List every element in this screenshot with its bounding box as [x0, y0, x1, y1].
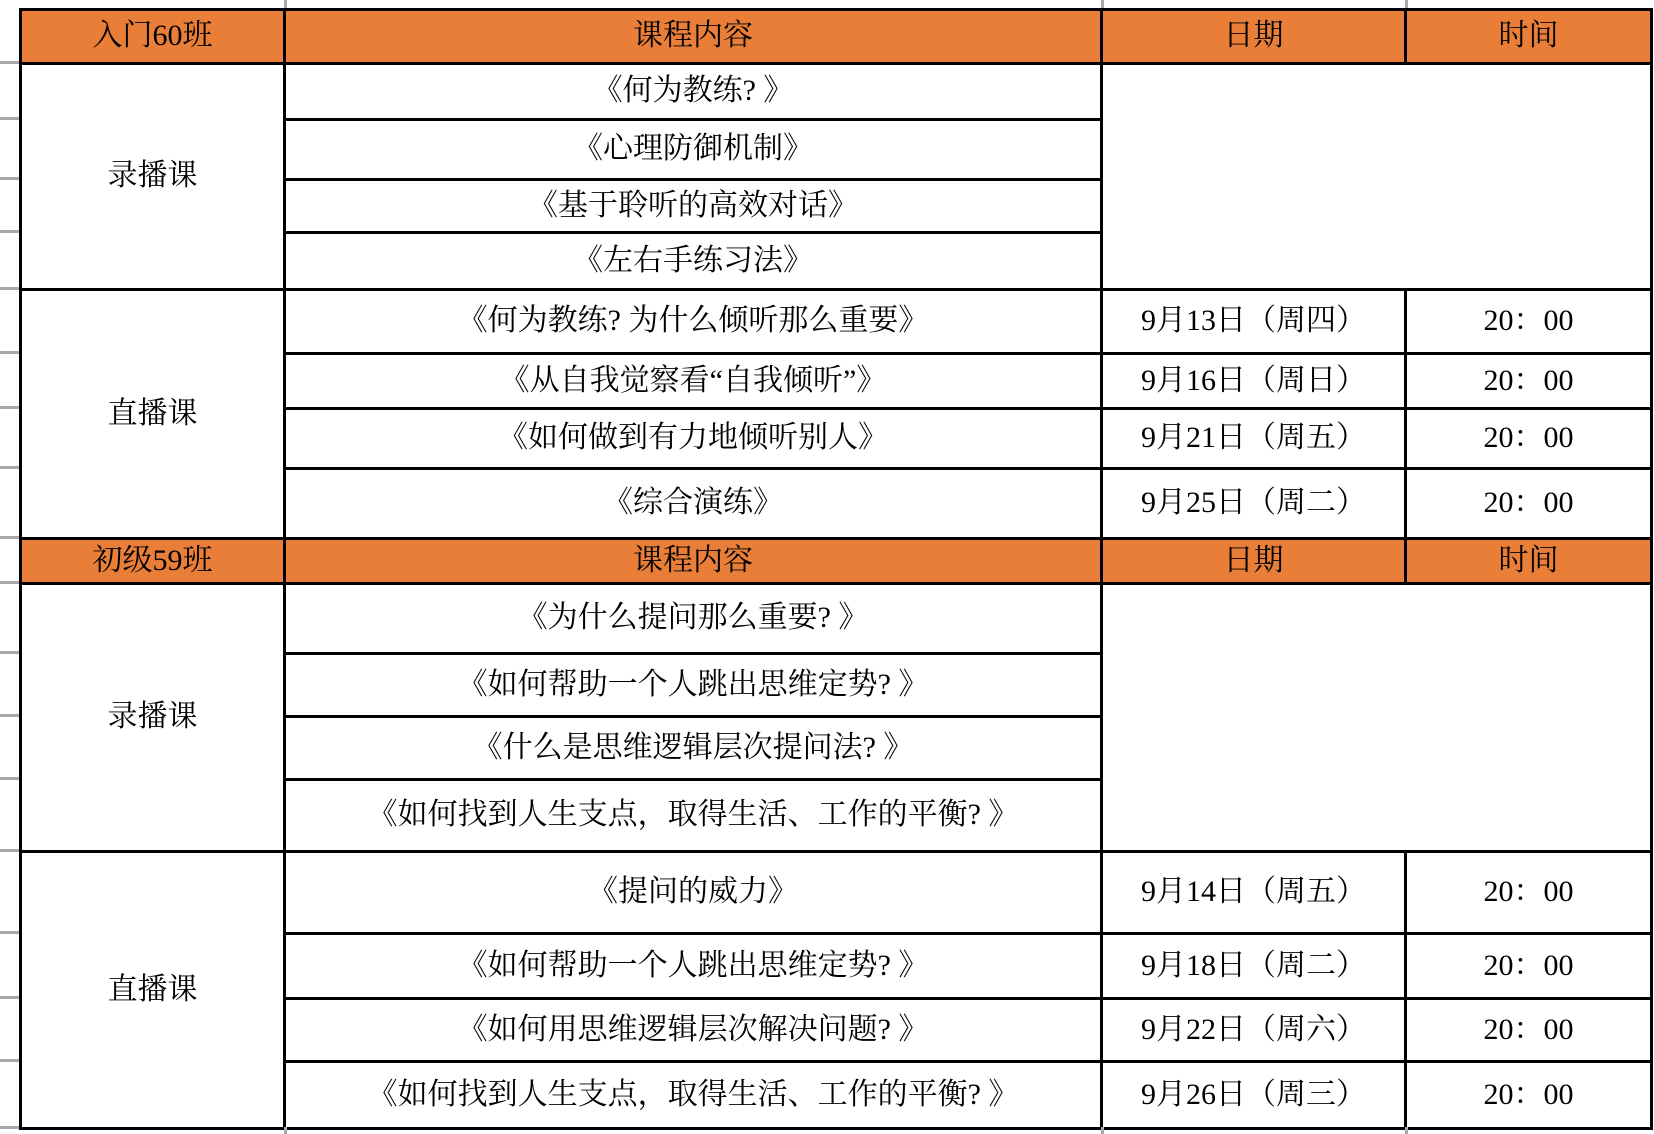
- course-title: 《何为教练? 》: [592, 74, 794, 108]
- date-cell: [1103, 410, 1407, 470]
- content-header-label: 课程内容: [633, 543, 753, 577]
- content-header-label: 课程内容: [633, 19, 753, 53]
- date-cell: [1103, 355, 1407, 410]
- time-cell: [1407, 853, 1653, 935]
- empty-datetime-merged-cell: [1103, 65, 1653, 291]
- date-header-label: 日期: [1223, 543, 1284, 577]
- course-title-cell: [286, 65, 1103, 121]
- course-title-cell: [286, 655, 1103, 718]
- gridline-stub: [0, 117, 19, 120]
- course-title: 《为什么提问那么重要? 》: [517, 601, 869, 635]
- course-title: 《如何用思维逻辑层次解决问题? 》: [457, 1012, 929, 1046]
- recorded-label-cell: [22, 585, 286, 853]
- live-label-cell: [22, 291, 286, 540]
- gridline-stub: [0, 230, 19, 233]
- time-value: 20：00: [1483, 948, 1574, 982]
- date-value: 9月21日（周五）: [1141, 421, 1366, 455]
- date-value: 9月14日（周五）: [1141, 875, 1366, 909]
- course-title-cell: [286, 470, 1103, 540]
- date-value: 9月13日（周四）: [1141, 304, 1366, 338]
- gridline-stub: [0, 849, 19, 852]
- gridline-stub: [0, 406, 19, 409]
- time-value: 20：00: [1483, 421, 1574, 455]
- live-label: 直播课: [107, 972, 198, 1006]
- time-cell: [1407, 410, 1653, 470]
- gridline-stub: [0, 177, 19, 180]
- class-header-cell: [22, 540, 286, 585]
- gridline-stub: [0, 1059, 19, 1062]
- time-header-label: 时间: [1498, 19, 1559, 53]
- date-value: 9月25日（周二）: [1141, 486, 1366, 520]
- gridline-stub: [1101, 0, 1104, 8]
- time-value: 20：00: [1483, 1077, 1574, 1111]
- gridline-stub: [0, 466, 19, 469]
- course-title: 《提问的威力》: [588, 875, 798, 909]
- class-name: 入门60班: [92, 19, 213, 53]
- gridline-stub: [0, 777, 19, 780]
- time-cell: [1407, 291, 1653, 355]
- live-label-cell: [22, 853, 286, 1130]
- course-title: 《从自我觉察看“自我倾听”》: [499, 363, 887, 397]
- gridline-stub: [0, 351, 19, 354]
- course-title: 《如何帮助一个人跳出思维定势? 》: [457, 948, 929, 982]
- recorded-label: 录播课: [107, 159, 198, 193]
- content-header-cell: [286, 11, 1103, 65]
- gridline-stub: [0, 931, 19, 934]
- gridline-stub: [1405, 1127, 1408, 1134]
- course-title-cell: [286, 181, 1103, 234]
- course-title: 《如何帮助一个人跳出思维定势? 》: [457, 667, 929, 701]
- time-value: 20：00: [1483, 304, 1574, 338]
- course-title: 《如何找到人生支点，取得生活、工作的平衡? 》: [367, 798, 1019, 832]
- gridline-stub: [0, 996, 19, 999]
- gridline-stub: [1101, 1127, 1104, 1134]
- course-title-cell: [286, 1000, 1103, 1063]
- empty-datetime-merged-cell: [1103, 585, 1653, 853]
- gridline-stub: [0, 1126, 19, 1129]
- course-title: 《如何找到人生支点，取得生活、工作的平衡? 》: [367, 1077, 1019, 1111]
- course-title-cell: [286, 585, 1103, 655]
- time-value: 20：00: [1483, 363, 1574, 397]
- live-label: 直播课: [107, 396, 198, 430]
- time-header-cell: [1407, 540, 1653, 585]
- course-title-cell: [286, 410, 1103, 470]
- time-cell: [1407, 355, 1653, 410]
- gridline-stub: [284, 1127, 287, 1134]
- gridline-stub: [0, 651, 19, 654]
- course-schedule-table: [19, 8, 1653, 1130]
- date-header-cell: [1103, 540, 1407, 585]
- date-value: 9月26日（周三）: [1141, 1077, 1366, 1111]
- date-cell: [1103, 1000, 1407, 1063]
- course-title-cell: [286, 234, 1103, 291]
- date-cell: [1103, 470, 1407, 540]
- course-title-cell: [286, 121, 1103, 181]
- course-title: 《基于聆听的高效对话》: [528, 188, 858, 222]
- course-title: 《综合演练》: [603, 486, 783, 520]
- date-value: 9月18日（周二）: [1141, 948, 1366, 982]
- gridline-stub: [1405, 0, 1408, 8]
- date-header-label: 日期: [1223, 19, 1284, 53]
- course-title-cell: [286, 718, 1103, 781]
- gridline-stub: [0, 287, 19, 290]
- gridline-stub: [0, 714, 19, 717]
- time-header-label: 时间: [1498, 543, 1559, 577]
- course-title: 《何为教练? 为什么倾听那么重要》: [457, 304, 929, 338]
- gridline-stub: [0, 581, 19, 584]
- course-title-cell: [286, 1063, 1103, 1130]
- time-header-cell: [1407, 11, 1653, 65]
- gridline-stub: [0, 61, 19, 64]
- time-value: 20：00: [1483, 875, 1574, 909]
- recorded-label-cell: [22, 65, 286, 291]
- date-value: 9月22日（周六）: [1141, 1012, 1366, 1046]
- content-header-cell: [286, 540, 1103, 585]
- date-cell: [1103, 291, 1407, 355]
- course-title-cell: [286, 853, 1103, 935]
- course-title: 《如何做到有力地倾听别人》: [498, 421, 888, 455]
- date-value: 9月16日（周日）: [1141, 363, 1366, 397]
- time-value: 20：00: [1483, 486, 1574, 520]
- date-cell: [1103, 1063, 1407, 1130]
- class-header-cell: [22, 11, 286, 65]
- course-title: 《什么是思维逻辑层次提问法? 》: [472, 730, 914, 764]
- course-title: 《左右手练习法》: [573, 243, 813, 277]
- date-header-cell: [1103, 11, 1407, 65]
- course-title-cell: [286, 355, 1103, 410]
- course-title-cell: [286, 781, 1103, 853]
- gridline-stub: [0, 536, 19, 539]
- time-cell: [1407, 470, 1653, 540]
- course-title-cell: [286, 291, 1103, 355]
- date-cell: [1103, 935, 1407, 1000]
- date-cell: [1103, 853, 1407, 935]
- time-cell: [1407, 1000, 1653, 1063]
- recorded-label: 录播课: [107, 700, 198, 734]
- time-cell: [1407, 935, 1653, 1000]
- course-title-cell: [286, 935, 1103, 1000]
- time-cell: [1407, 1063, 1653, 1130]
- class-name: 初级59班: [92, 543, 213, 577]
- time-value: 20：00: [1483, 1012, 1574, 1046]
- course-title: 《心理防御机制》: [573, 132, 813, 166]
- gridline-stub: [284, 0, 287, 8]
